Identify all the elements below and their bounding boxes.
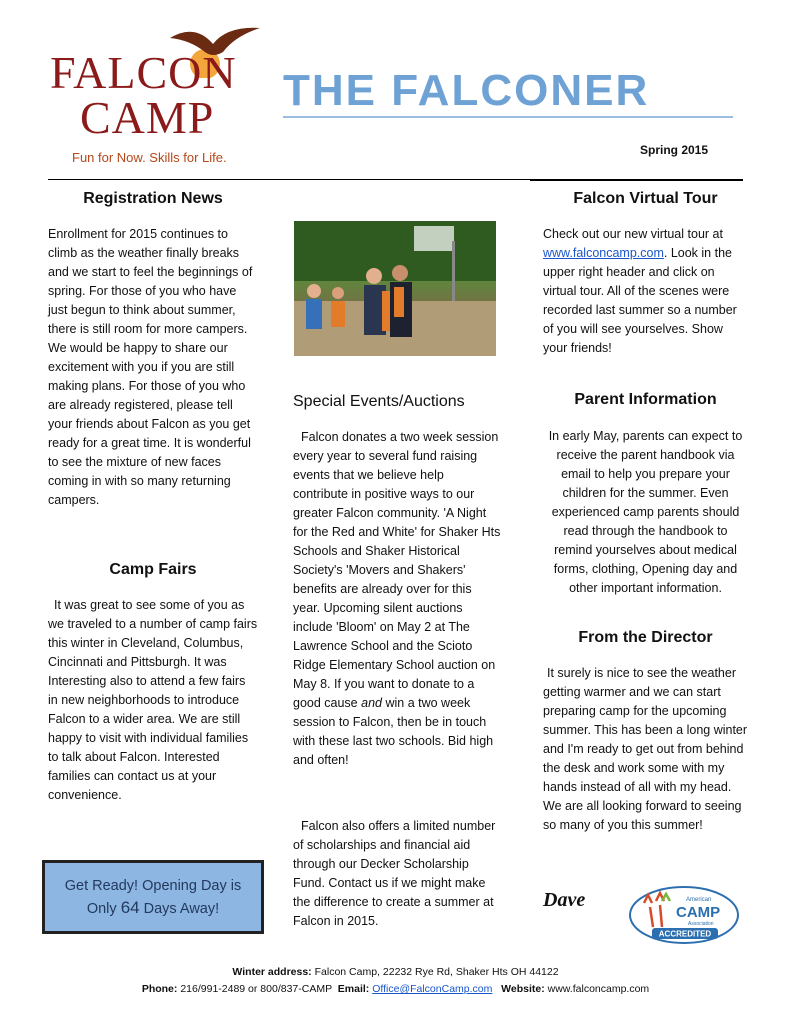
virtual-tour-body [543,225,748,358]
camp-fairs-body: It was great to see some of you as we traveled to a number of camp fairs this winter in Cleveland, Columbus, Cincinnati and Pittsburgh. It was Interesting also to attend a few fairs in new neighborhoods to introduce Falcon to a wider area. We are still happy to visit with individual families to talk about Falcon. Interested families can contact us at your convenience. [48,598,258,802]
virtual-tour-text-a: Check out our new virtual tour at [543,227,723,241]
special-events-emphasis: and [361,696,382,710]
footer-winter-value: Falcon Camp, 22232 Rye Rd, Shaker Hts OH 44122 [314,966,559,978]
parent-info-heading: Parent Information [574,391,717,408]
callout-prefix: Only [86,900,117,917]
footer-contact [0,983,791,995]
registration-heading: Registration News [83,190,223,207]
callout-days-count: 64 [120,897,140,917]
badge-line1: American [686,897,712,903]
badge-line2: CAMP [676,904,721,921]
virtual-tour-text-b: . Look in the upper right header and click on virtual tour. All of the scenes were recorded last summer so a number of you will see yourselves. Show your friends! [543,246,737,355]
footer-website-value: www.falconcamp.com [547,983,650,995]
virtual-tour-heading: Falcon Virtual Tour [573,190,718,207]
footer-email-link[interactable]: Office@FalconCamp.com [372,983,493,995]
special-events-text-b: win a two week session to Falcon, then be in touch with these last two schools. Bid high and often! [293,696,494,767]
footer-website-label: Website: [501,983,545,995]
aca-accredited-badge-icon [628,885,740,945]
director-signature: Dave [543,889,586,911]
masthead-underline [283,116,733,118]
parent-info-body: In early May, parents can expect to receive the parent handbook via email to help you prepare your children for the summer. Even experienced camp parents should read through the handbook to remind yourselves about medical forms, clothing, Opening day and other important information. [548,429,743,595]
registration-body: Enrollment for 2015 continues to climb as the weather finally breaks and we start to feel the beginnings of spring. For those of you who have just begun to think about summer, there is still room for more campers. We would be happy to share our excitement with you if you are still making plans. For those of you who are already registered, please tell your friends about Falcon as you get ready for a great time. It is wonderful to see the mixture of new faces coming in with so many returning campers. [48,227,253,507]
special-events-heading: Special Events/Auctions [293,393,465,410]
callout-line1: Get Ready! Opening Day is [64,877,242,894]
issue-date: Spring 2015 [640,143,709,157]
badge-line4: ACCREDITED [658,929,712,939]
special-events-body-1 [293,428,501,770]
header-divider [48,179,608,180]
opening-day-callout [42,860,264,934]
director-body: It surely is nice to see the weather getting warmer and we can start preparing camp for the upcoming summer. This has been a long winter and I'm ready to get out from behind the desk and work some with my hands instead of all with my head. We are all looking forward to seeing so many of you this summer! [543,666,748,832]
header-divider-right [530,179,743,181]
website-link[interactable]: www.falconcamp.com [543,246,664,260]
footer-address [0,966,791,978]
special-events-text-a: Falcon donates a two week session every year to several fund raising events that we believe help contribute in positive ways to our greater Falcon community. 'A Night for the Red and White' for Shaker Hts Schools and Shaker Historical Society's 'Movers and Shakers' benefits are already over for this year. Upcoming silent auctions include 'Bloom' on May 2 at The Lawrence School and the Scioto Ridge Elementary School auction on May 8. If you want to donate to a good cause [293,430,501,710]
footer-phone-value: 216/991-2489 or 800/837-CAMP [180,983,332,995]
logo-line-falcon: FALCON [50,47,237,98]
footer-phone-label: Phone: [141,983,178,995]
special-events-body-2: Falcon also offers a limited number of scholarships and financial aid through our Decker Scholarship Fund. Contact us if we might make the difference to create a summer at Falcon in 2015. [293,819,496,928]
footer-email-label: Email: [337,983,370,995]
director-heading: From the Director [578,629,713,646]
campers-photo [294,221,496,356]
newsletter-title: THE FALCONER [283,66,650,115]
camp-fairs-heading: Camp Fairs [109,561,197,578]
callout-suffix: Days Away! [143,900,220,917]
logo-line-camp: CAMP [80,92,215,143]
footer-winter-label: Winter address: [232,966,312,978]
logo-tagline: Fun for Now. Skills for Life. [72,150,227,165]
badge-line3: Association [688,921,714,927]
campers-photo-illustration [294,221,496,356]
